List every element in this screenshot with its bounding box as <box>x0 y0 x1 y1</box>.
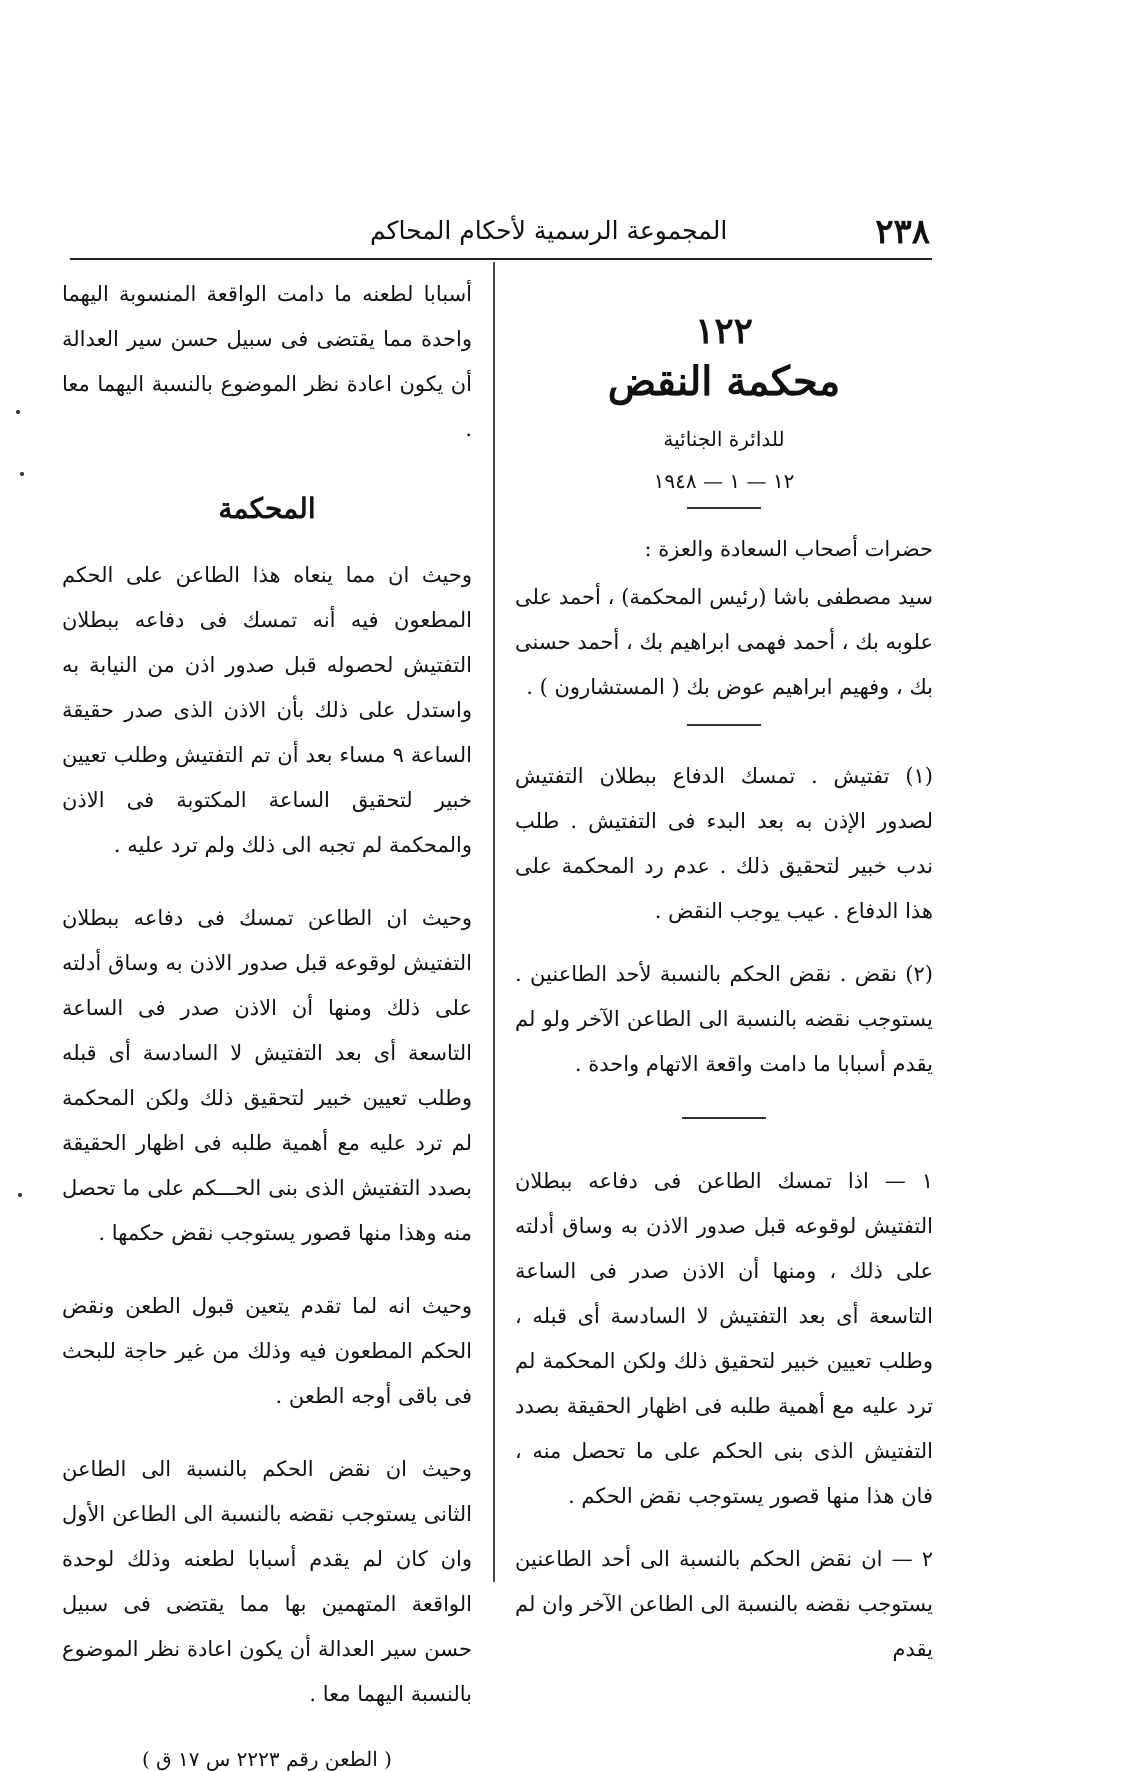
judgment-paragraph-3: وحيث انه لما تقدم يتعين قبول الطعن ونقض الحكم المطعون فيه وذلك من غير حاجة للبحث فى باقى أوجه الطعن . <box>62 1294 472 1408</box>
judgment-column <box>62 272 472 1771</box>
column-divider <box>493 262 495 1582</box>
judgment-paragraph-2: وحيث ان الطاعن تمسك فى دفاعه ببطلان التفتيش لوقوعه قبل صدور الاذن به وساق أدلته على ذلك ومنها أن الاذن صدر فى الساعة التاسعة أى بعد التفتيش لا السادسة أى قبله وطلب تعيين خبير لتحقيق ذلك ولكن المحكمة لم ترد عليه مع أهمية طلبه فى اظهار الحقيقة بصدد التفتيش الذى بنى الحـــكم على ما تحصل منه وهذا منها قصور يستوجب نقض حكمها . <box>62 906 472 1245</box>
court-name: محكمة النقض <box>607 358 841 405</box>
case-column <box>515 310 933 1672</box>
panel-rule <box>687 724 761 726</box>
principle-1: ١ — اذا تمسك الطاعن فى دفاعه ببطلان التفتيش لوقوعه قبل صدور الاذن به وساق أدلته على ذلك ، ومنها أن الاذن صدر فى الساعة التاسعة أى بعد التفتيش لا السادسة أى قبله ، وطلب تعيين خبير لتحقيق ذلك ولكن المحكمة لم ترد عليه مع أهمية طلبه فى اظهار الحقيقة بصدد التفتيش الذى بنى الحكم على ما تحصل منه ، فان هذا منها قصور يستوجب نقض الحكم . <box>515 1169 933 1508</box>
scan-mark <box>20 472 24 476</box>
date-rule <box>687 507 761 509</box>
page-header <box>70 212 930 252</box>
case-number: ١٢٢ <box>694 310 753 352</box>
judgment-paragraph-1: وحيث ان مما ينعاه هذا الطاعن على الحكم المطعون فيه أنه تمسك فى دفاعه ببطلان التفتيش لحصوله قبل صدور اذن من النيابة به واستدل على ذلك بأن الاذن الذى صدر حقيقة الساعة ٩ مساء بعد أن تم التفتيش وطلب تعيين خبير لتحقيق الساعة المكتوبة فى الاذن والمحكمة لم تجبه الى ذلك ولم ترد عليه . <box>62 563 472 857</box>
case-citation: ( الطعن رقم ٢٢٢٣ س ١٧ ق ) <box>142 1747 392 1771</box>
court-division: للدائرة الجنائية <box>663 427 785 451</box>
headnote-2: (٢) نقض . نقض الحكم بالنسبة لأحد الطاعنين . يستوجب نقضه بالنسبة الى الطاعن الآخر ولو لم يقدم أسبابا ما دامت واقعة الاتهام واحدة . <box>515 962 933 1076</box>
case-date: ١٢ — ١ — ١٩٤٨ <box>653 469 795 493</box>
panel-label: حضرات أصحاب السعادة والعزة : <box>644 537 933 561</box>
section-heading: المحكمة <box>218 492 316 525</box>
scan-mark <box>16 410 20 414</box>
judgment-paragraph-4: وحيث ان نقض الحكم بالنسبة الى الطاعن الثانى يستوجب نقضه بالنسبة الى الطاعن الأول وان كان لم يقدم أسبابا لطعنه وذلك لوحدة الواقعة المتهمين بها مما يقتضى فى سبيل حسن سير العدالة أن يكون اعادة نظر الموضوع بالنسبة اليهما معا . <box>62 1457 472 1706</box>
panel-members: سيد مصطفى باشا (رئيس المحكمة) ، أحمد على علوبه بك ، أحمد فهمى ابراهيم بك ، أحمد حسنى بك ، وفهيم ابراهيم عوض بك ( المستشارون ) . <box>515 585 933 699</box>
page-number: ٢٣٨ <box>875 212 930 252</box>
running-title: المجموعة الرسمية لأحكام المحاكم <box>370 216 728 245</box>
principle-2: ٢ — ان نقض الحكم بالنسبة الى أحد الطاعنين يستوجب نقضه بالنسبة الى الطاعن الآخر وان لم يقدم <box>515 1547 933 1661</box>
header-rule <box>70 258 932 260</box>
continuation-paragraph: أسبابا لطعنه ما دامت الواقعة المنسوبة اليهما واحدة مما يقتضى فى سبيل حسن سير العدالة أن يكون اعادة نظر الموضوع بالنسبة اليهما معا . <box>62 282 472 441</box>
scan-mark <box>18 1193 22 1197</box>
headnote-1: (١) تفتيش . تمسك الدفاع ببطلان التفتيش لصدور الإذن به بعد البدء فى التفتيش . طلب ندب خبير لتحقيق ذلك . عدم رد المحكمة على هذا الدفاع . عيب يوجب النقض . <box>515 764 933 923</box>
headnote-rule <box>682 1117 766 1119</box>
